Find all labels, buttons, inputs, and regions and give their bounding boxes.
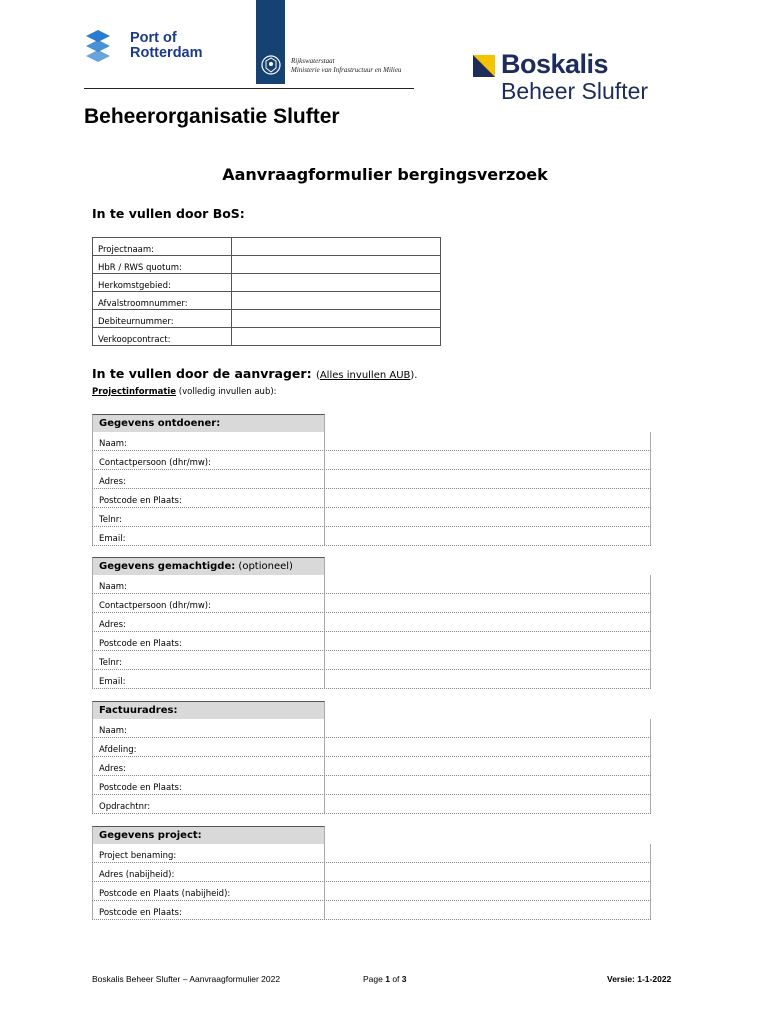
- table-row: [93, 256, 441, 274]
- group-factuuradres: [92, 701, 651, 814]
- form-row: [92, 432, 651, 451]
- form-row: [92, 527, 651, 546]
- row-label: Adres:: [92, 757, 325, 775]
- port-of-rotterdam-wordmark: [130, 31, 203, 61]
- row-label: Adres:: [92, 613, 325, 631]
- row-label: Contactpersoon (dhr/mw):: [92, 451, 325, 469]
- form-row: [92, 776, 651, 795]
- row-input[interactable]: [325, 489, 651, 507]
- row-label: Postcode en Plaats:: [92, 632, 325, 650]
- row-input[interactable]: [325, 651, 651, 669]
- project-info-label: Projectinformatie: [92, 387, 177, 397]
- table-row: [93, 238, 441, 256]
- row-label: Naam:: [92, 432, 325, 450]
- row-input[interactable]: [325, 470, 651, 488]
- page-total: 3: [401, 974, 407, 984]
- form-row: [92, 489, 651, 508]
- row-input[interactable]: [325, 432, 651, 450]
- group-project: [92, 826, 651, 920]
- row-label: Telnr:: [92, 508, 325, 526]
- table-row: [93, 328, 441, 346]
- bos-label: Afvalstroomnummer:: [93, 292, 232, 310]
- row-label: Naam:: [92, 575, 325, 593]
- bos-value-field[interactable]: [232, 256, 441, 274]
- boskalis-wordmark: Boskalis: [501, 49, 609, 79]
- bos-label: Herkomstgebied:: [93, 274, 232, 292]
- form-row: [92, 670, 651, 689]
- table-row: [93, 274, 441, 292]
- bos-table: [92, 237, 441, 346]
- table-row: [93, 310, 441, 328]
- group-header: [92, 414, 325, 432]
- row-input[interactable]: [325, 575, 651, 593]
- row-input[interactable]: [325, 901, 651, 919]
- row-label: Postcode en Plaats:: [92, 489, 325, 507]
- bos-value-field[interactable]: [232, 292, 441, 310]
- row-label: Afdeling:: [92, 738, 325, 756]
- bos-value-field[interactable]: [232, 328, 441, 346]
- row-input[interactable]: [325, 795, 651, 813]
- rijkswaterstaat-emblem-icon: [258, 52, 284, 78]
- form-row: [92, 470, 651, 489]
- row-input[interactable]: [325, 594, 651, 612]
- form-row: [92, 738, 651, 757]
- applicant-heading-text: In te vullen door de aanvrager:: [92, 366, 312, 381]
- row-label: Email:: [92, 527, 325, 545]
- applicant-section-heading: [92, 366, 418, 384]
- row-input[interactable]: [325, 757, 651, 775]
- row-input[interactable]: [325, 508, 651, 526]
- group-header: [92, 701, 325, 719]
- form-title: Aanvraagformulier bergingsverzoek: [222, 165, 548, 184]
- group-header: [92, 557, 325, 575]
- rws-line2: Ministerie van Infrastructuur en Milieu: [291, 66, 402, 74]
- alles-invullen-link: Alles invullen AUB: [319, 370, 411, 381]
- group-optional: (optioneel): [235, 561, 293, 572]
- page-prefix: Page: [363, 974, 386, 984]
- row-label: Adres (nabijheid):: [92, 863, 325, 881]
- rijkswaterstaat-wordmark: [291, 57, 401, 75]
- form-row: [92, 651, 651, 670]
- bos-value-field[interactable]: [232, 238, 441, 256]
- row-input[interactable]: [325, 844, 651, 862]
- row-label: Naam:: [92, 719, 325, 737]
- row-label: Opdrachtnr:: [92, 795, 325, 813]
- row-label: Project benaming:: [92, 844, 325, 862]
- row-label: Contactpersoon (dhr/mw):: [92, 594, 325, 612]
- form-row: [92, 882, 651, 901]
- group-header: [92, 826, 325, 844]
- row-input[interactable]: [325, 863, 651, 881]
- page-of: of: [389, 974, 402, 984]
- form-row: [92, 508, 651, 527]
- row-label: Postcode en Plaats:: [92, 901, 325, 919]
- row-label: Telnr:: [92, 651, 325, 669]
- table-row: [93, 292, 441, 310]
- row-label: Postcode en Plaats (nabijheid):: [92, 882, 325, 900]
- form-row: [92, 844, 651, 863]
- row-label: Postcode en Plaats:: [92, 776, 325, 794]
- form-row: [92, 719, 651, 738]
- footer-page: [363, 974, 407, 985]
- port-logo-line1: Port of: [130, 30, 177, 46]
- project-info-subheading: [92, 387, 277, 398]
- applicant-note: [316, 370, 418, 381]
- row-input[interactable]: [325, 738, 651, 756]
- header-divider: [84, 88, 414, 89]
- group-title: Factuuradres:: [99, 705, 178, 716]
- form-row: [92, 757, 651, 776]
- row-input[interactable]: [325, 613, 651, 631]
- group-title: Gegevens gemachtigde:: [99, 561, 236, 572]
- form-row: [92, 575, 651, 594]
- bos-section-heading: In te vullen door BoS:: [92, 206, 245, 221]
- row-input[interactable]: [325, 882, 651, 900]
- note-open: (: [315, 370, 320, 381]
- bos-label: Projectnaam:: [93, 238, 232, 256]
- footer-version: Versie: 1-1-2022: [607, 974, 672, 984]
- row-input[interactable]: [325, 527, 651, 545]
- form-row: [92, 795, 651, 814]
- bos-value-field[interactable]: [232, 274, 441, 292]
- note-close: ).: [410, 370, 418, 381]
- boskalis-mark-icon: [473, 55, 495, 77]
- bos-label: Verkoopcontract:: [93, 328, 232, 346]
- row-label: Email:: [92, 670, 325, 688]
- form-row: [92, 863, 651, 882]
- group-gemachtigde: [92, 557, 651, 689]
- row-input[interactable]: [325, 632, 651, 650]
- port-logo-line2: Rotterdam: [130, 45, 203, 61]
- boskalis-subtitle: Beheer Slufter: [501, 78, 649, 104]
- form-row: [92, 632, 651, 651]
- form-row: [92, 901, 651, 920]
- form-row: [92, 594, 651, 613]
- bos-value-field[interactable]: [232, 310, 441, 328]
- group-title: Gegevens ontdoener:: [99, 418, 221, 429]
- row-input[interactable]: [325, 776, 651, 794]
- row-input[interactable]: [325, 719, 651, 737]
- row-input[interactable]: [325, 670, 651, 688]
- form-row: [92, 613, 651, 632]
- row-input[interactable]: [325, 451, 651, 469]
- page-number: 1: [385, 974, 390, 984]
- group-ontdoener: [92, 414, 651, 546]
- bos-label: Debiteurnummer:: [93, 310, 232, 328]
- organisation-title: Beheerorganisatie Slufter: [84, 105, 340, 128]
- project-info-note: (volledig invullen aub):: [176, 387, 277, 397]
- bos-label: HbR / RWS quotum:: [93, 256, 232, 274]
- row-label: Adres:: [92, 470, 325, 488]
- rws-line1: Rijkswaterstaat: [291, 57, 335, 65]
- group-title: Gegevens project:: [99, 830, 202, 841]
- footer-left: Boskalis Beheer Slufter – Aanvraagformulier 2022: [92, 974, 281, 984]
- form-row: [92, 451, 651, 470]
